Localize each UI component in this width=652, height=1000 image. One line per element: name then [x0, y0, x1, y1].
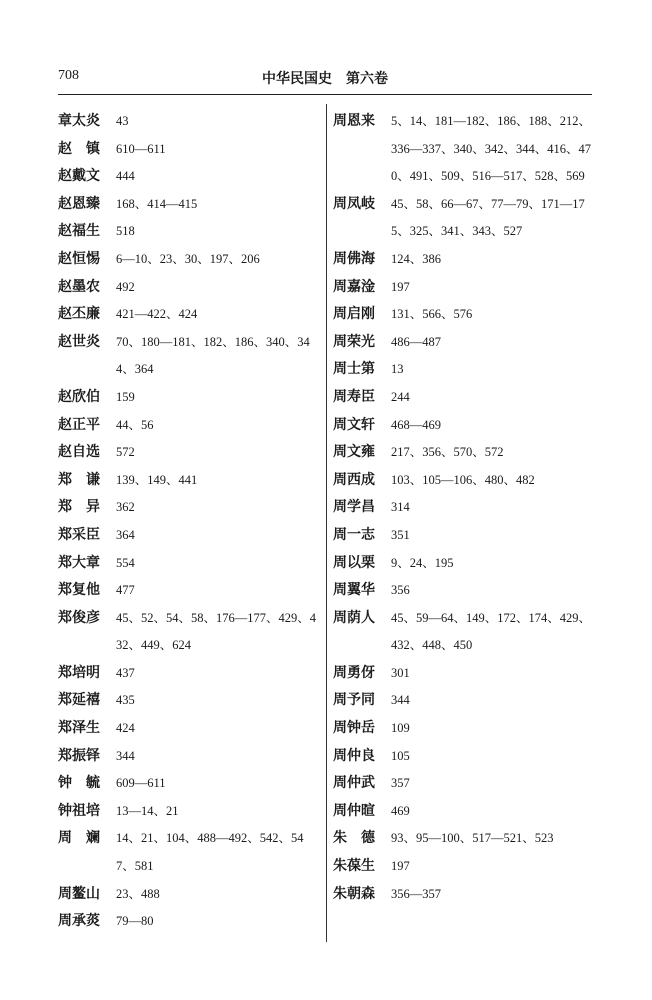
entry-pages: 356	[391, 583, 410, 598]
index-entry	[333, 687, 595, 715]
entry-pages: 469	[391, 803, 410, 818]
entry-name: 周仲良	[333, 747, 375, 764]
entry-name: 赵欣伯	[58, 388, 100, 405]
index-entry	[58, 881, 322, 909]
index-entry	[333, 274, 595, 302]
index-entry	[333, 550, 595, 578]
entry-name: 周西成	[333, 471, 375, 488]
entry-pages: 14、21、104、488—492、542、547、581	[116, 831, 304, 874]
page-header	[58, 68, 592, 95]
index-entry	[333, 825, 595, 853]
entry-pages: 421—422、424	[116, 307, 198, 322]
running-title: 中华民国史 第六卷	[262, 71, 388, 87]
index-entry	[333, 329, 595, 357]
entry-pages: 44、56	[116, 417, 154, 432]
entry-pages: 105	[391, 748, 410, 763]
entry-pages: 486—487	[391, 334, 441, 349]
entry-pages: 362	[116, 500, 135, 515]
entry-pages: 70、180—181、182、186、340、344、364	[116, 334, 310, 377]
entry-name: 朱朝森	[333, 885, 375, 902]
index-entry	[58, 577, 322, 605]
entry-name: 周文雍	[333, 444, 375, 461]
entry-pages: 492	[116, 279, 135, 294]
entry-name: 周勇伢	[333, 664, 375, 681]
entry-name: 周予同	[333, 692, 375, 709]
index-entry	[58, 605, 322, 660]
entry-pages: 124、386	[391, 251, 442, 266]
index-entry	[58, 301, 322, 329]
entry-pages: 43	[116, 114, 129, 128]
entry-name: 郑 谦	[58, 471, 100, 488]
entry-name: 郑俊彦	[58, 609, 100, 626]
entry-pages: 13—14、21	[116, 803, 179, 818]
entry-pages: 609—611	[116, 776, 166, 791]
index-entry	[58, 329, 322, 384]
index-entry	[58, 108, 322, 136]
entry-name: 周嘉淦	[333, 278, 375, 295]
entry-name: 周翼华	[333, 582, 375, 599]
index-entry	[333, 853, 595, 881]
index-entry	[333, 660, 595, 688]
index-entry	[333, 412, 595, 440]
entry-pages: 79—80	[116, 914, 154, 929]
index-entry	[58, 825, 322, 880]
entry-name: 赵恩臻	[58, 195, 100, 212]
entry-name: 周学昌	[333, 499, 375, 516]
entry-pages: 13	[391, 362, 404, 377]
entry-name: 郑泽生	[58, 720, 100, 737]
entry-pages: 344	[391, 693, 410, 708]
entry-name: 周 斓	[58, 830, 100, 847]
entry-name: 赵丕廉	[58, 306, 100, 323]
entry-pages: 45、59—64、149、172、174、429、432、448、450	[391, 610, 592, 653]
entry-pages: 518	[116, 224, 135, 239]
entry-pages: 244	[391, 389, 410, 404]
index-entry	[58, 191, 322, 219]
entry-name: 赵 镇	[58, 140, 100, 157]
entry-name: 周寿臣	[333, 388, 375, 405]
index-entry	[58, 412, 322, 440]
entry-pages: 197	[391, 279, 410, 294]
index-entry	[58, 660, 322, 688]
index-entry	[58, 218, 322, 246]
entry-name: 周凤岐	[333, 195, 375, 212]
entry-pages: 356—357	[391, 886, 441, 901]
index-entry	[333, 494, 595, 522]
entry-pages: 139、149、441	[116, 472, 198, 487]
entry-name: 钟 毓	[58, 775, 100, 792]
index-entry	[58, 246, 322, 274]
entry-name: 朱 德	[333, 830, 375, 847]
index-entry	[58, 274, 322, 302]
entry-name: 周承菼	[58, 913, 100, 930]
entry-name: 赵恒惕	[58, 250, 100, 267]
index-entry	[58, 550, 322, 578]
index-column-right	[333, 108, 595, 908]
index-entry	[58, 908, 322, 936]
index-entry	[333, 522, 595, 550]
entry-pages: 168、414—415	[116, 196, 198, 211]
entry-pages: 437	[116, 665, 135, 680]
entry-name: 郑 异	[58, 499, 100, 516]
entry-pages: 468—469	[391, 417, 441, 432]
entry-name: 赵正平	[58, 416, 100, 433]
entry-name: 周仲武	[333, 775, 375, 792]
index-entry	[58, 522, 322, 550]
index-entry	[333, 301, 595, 329]
entry-name: 郑振铎	[58, 747, 100, 764]
entry-pages: 610—611	[116, 141, 166, 156]
index-entry	[333, 467, 595, 495]
index-entry	[333, 715, 595, 743]
entry-name: 周仲暄	[333, 802, 375, 819]
entry-name: 周恩来	[333, 113, 375, 129]
entry-name: 章太炎	[58, 113, 100, 129]
index-entry	[58, 384, 322, 412]
entry-name: 周文轩	[333, 416, 375, 433]
entry-pages: 103、105—106、480、482	[391, 472, 535, 487]
entry-pages: 23、488	[116, 886, 160, 901]
entry-name: 周以栗	[333, 554, 375, 571]
entry-pages: 301	[391, 665, 410, 680]
entry-name: 赵世炎	[58, 333, 100, 350]
entry-name: 周启刚	[333, 306, 375, 323]
index-entry	[333, 356, 595, 384]
entry-pages: 93、95—100、517—521、523	[391, 831, 554, 846]
entry-name: 周荫人	[333, 609, 375, 626]
index-entry	[333, 770, 595, 798]
index-entry	[333, 384, 595, 412]
page-number: 708	[58, 68, 79, 83]
entry-pages: 351	[391, 527, 410, 542]
index-entry	[58, 439, 322, 467]
index-entry	[333, 108, 595, 191]
index-entry	[333, 439, 595, 467]
index-entry	[58, 163, 322, 191]
entry-pages: 435	[116, 693, 135, 708]
entry-name: 郑延禧	[58, 692, 100, 709]
entry-pages: 554	[116, 555, 135, 570]
index-entry	[58, 770, 322, 798]
index-entry	[58, 136, 322, 164]
index-entry	[58, 687, 322, 715]
entry-name: 郑培明	[58, 664, 100, 681]
entry-name: 周佛海	[333, 250, 375, 267]
entry-pages: 6—10、23、30、197、206	[116, 251, 260, 266]
entry-pages: 444	[116, 169, 135, 184]
index-column-left	[58, 108, 322, 936]
index-entry	[58, 798, 322, 826]
entry-pages: 159	[116, 389, 135, 404]
entry-pages: 217、356、570、572	[391, 445, 504, 460]
entry-name: 赵戴文	[58, 168, 100, 185]
entry-pages: 364	[116, 527, 135, 542]
entry-pages: 5、14、181—182、186、188、212、336—337、340、342、344、416、470、491、509、516—517、528、569	[391, 114, 592, 184]
entry-pages: 572	[116, 445, 135, 460]
entry-pages: 109	[391, 721, 410, 736]
entry-pages: 45、52、54、58、176—177、429、432、449、624	[116, 610, 317, 653]
index-entry	[58, 743, 322, 771]
entry-name: 周士第	[333, 361, 375, 378]
entry-pages: 357	[391, 776, 410, 791]
entry-pages: 197	[391, 859, 410, 874]
entry-name: 周一志	[333, 526, 375, 543]
entry-pages: 131、566、576	[391, 307, 473, 322]
entry-name: 郑大章	[58, 554, 100, 571]
entry-name: 周荣光	[333, 333, 375, 350]
index-entry	[333, 605, 595, 660]
entry-pages: 45、58、66—67、77—79、171—175、325、341、343、527	[391, 196, 585, 239]
entry-name: 周钟岳	[333, 720, 375, 737]
entry-name: 郑采臣	[58, 526, 100, 543]
index-entry	[333, 577, 595, 605]
index-entry	[333, 798, 595, 826]
index-entry	[58, 467, 322, 495]
index-entry	[333, 881, 595, 909]
entry-name: 周鳌山	[58, 885, 100, 902]
index-entry	[333, 246, 595, 274]
index-entry	[58, 494, 322, 522]
entry-pages: 314	[391, 500, 410, 515]
entry-pages: 424	[116, 721, 135, 736]
entry-pages: 344	[116, 748, 135, 763]
entry-name: 郑复他	[58, 582, 100, 599]
index-entry	[333, 191, 595, 246]
index-entry	[333, 743, 595, 771]
entry-name: 赵墨农	[58, 278, 100, 295]
entry-name: 朱葆生	[333, 858, 375, 875]
index-entry	[58, 715, 322, 743]
entry-name: 钟祖培	[58, 802, 100, 819]
entry-pages: 9、24、195	[391, 555, 454, 570]
column-divider	[326, 104, 327, 942]
entry-name: 赵福生	[58, 223, 100, 240]
entry-pages: 477	[116, 583, 135, 598]
entry-name: 赵自选	[58, 444, 100, 461]
